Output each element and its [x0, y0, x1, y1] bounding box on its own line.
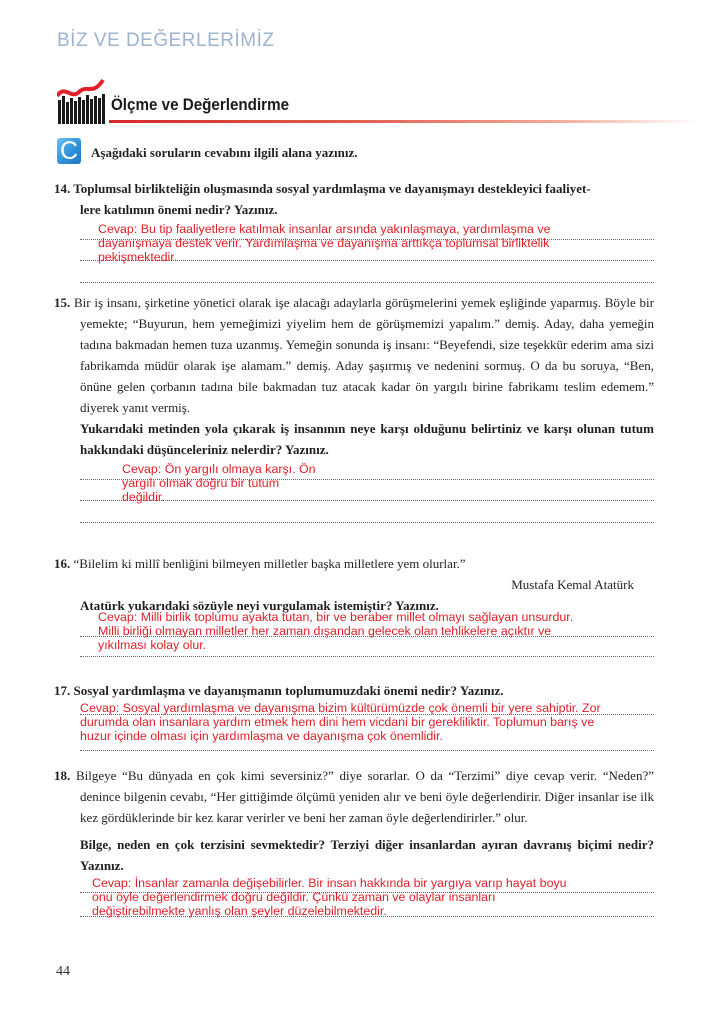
- answer-text: Cevap: Bu tip faaliyetlere katılmak insanlar arsında yakınlaşmaya, yardımlaşma ve dayanışmaya destek verir. Yardımlaşma ve dayanışma arttıkça toplumsal birliktelik pekişmektedir.: [98, 222, 551, 264]
- question-text: Toplumsal birlikteliğin oluşmasında sosyal yardımlaşma ve dayanışmayı destekleyici faaliyet-: [73, 181, 591, 196]
- quote-text: “Bilelim ki millî benliğini bilmeyen milletler başka milletlere yem olurlar.”: [73, 556, 466, 571]
- question-prompt: Sosyal yardımlaşma ve dayanışmanın toplumumuzdaki önemi nedir? Yazınız.: [73, 683, 504, 698]
- answer-area[interactable]: [80, 610, 654, 662]
- question-number: 15.: [54, 295, 71, 310]
- header-rule: [109, 120, 699, 123]
- question-number: 17.: [54, 683, 71, 698]
- section-title: Ölçme ve Değerlendirme: [111, 96, 290, 114]
- answer-area[interactable]: [80, 220, 654, 286]
- section-header: [57, 78, 677, 124]
- page-number: 44: [56, 964, 70, 979]
- answer-text: Cevap: Milli birlik toplumu ayakta tutan, bir ve beraber millet olmayı sağlayan unsurdur. Milli birliği olmayan milletler her zaman dışandan gelecek olan tehlikelere açıktır ve yıkılması kolay olur.: [98, 610, 574, 652]
- answer-text: Cevap: İnsanlar zamanla değişebilirler. Bir insan hakkında bir yargıya varıp hayat boyu onu öyle değerlendirmek doğru değildir. Çünkü zaman ve olaylar insanları değiştirebilmekte yanlış olan şeyler düzelebilmektedir.: [92, 876, 567, 918]
- answer-area[interactable]: [80, 460, 654, 526]
- question-15: [54, 292, 654, 526]
- question-14: [54, 178, 654, 286]
- question-prompt: Atatürk yukarıdaki sözüyle neyi vurgulamak istemiştir? Yazınız.: [80, 598, 439, 613]
- question-text-cont: lere katılımın önemi nedir? Yazınız.: [80, 202, 278, 217]
- answer-area[interactable]: [80, 876, 654, 922]
- question-paragraph: Bilgeye “Bu dünyada en çok kimi seversiniz?” diye sorarlar. O da “Terzimi” diye cevap verir. “Neden?” denince bilgenin cevabı, “Her gittiğimde ölçümü yeniden alır ve beni öyle değerlendirir. Diğer insanlar ise ilk kez gördüklerinde bir kez karar verirler ve beni her zaman öyle değerlendirirler.” olur.: [75, 768, 654, 825]
- question-17: [54, 680, 654, 753]
- question-paragraph: Bir iş insanı, şirketine yönetici olarak işe alacağı adaylarla görüşmelerini yemek eşliğinde yaparmış. Böyle bir yemekte; “Buyurun, hem yemeğimizi yiyelim hem de görüşmemizi yapalım.” demiş. Aday, daha yemeğin tadına bakmadan hemen tuza uzanmış. Yemeğin sonunda iş insanı: “Beyefendi, size teşekkür ederim ama sizi fabrikamda müdür olarak işe alamam.” demiş. Aday şaşırmış ve nedenini sormuş. O da bu soruya, “Ben, önüne gelen çorbanın tadına bile bakmadan tuz atacak kadar ön yargılı birine fabrikamı teslim edemem.” diyerek yanıt vermiş.: [73, 295, 654, 415]
- question-16: [54, 553, 654, 662]
- answer-area[interactable]: [80, 701, 654, 753]
- instruction-text: Aşağıdaki soruların cevabını ilgili alana yazınız.: [91, 145, 358, 160]
- question-prompt: Bilge, neden en çok terzisini sevmektedir? Terziyi diğer insanlardan ayıran davranış biçimi nedir? Yazınız.: [80, 837, 654, 873]
- quote-attribution: Mustafa Kemal Atatürk: [511, 577, 634, 592]
- question-number: 14.: [54, 181, 71, 196]
- answer-text: Cevap: Sosyal yardımlaşma ve dayanışma bizim kültürümüzde çok önemli bir yere sahiptir. Zor durumda olan insanlara yardım etmek hem dini hem vicdani bir gerekliliktir. Toplumun barış ve huzur içinde olması için yardımlaşma ve dayanışma çok önemlidir.: [80, 701, 601, 743]
- bar-chart-logo-icon: [57, 78, 105, 124]
- question-18: [54, 765, 654, 922]
- answer-text: Cevap: Ön yargılı olmaya karşı. Ön yargılı olmak doğru bir tutum değildir.: [122, 462, 316, 504]
- question-prompt: Yukarıdaki metinden yola çıkarak iş insanının neye karşı olduğunu belirtiniz ve karşı olunan tutum hakkındaki düşünceleriniz nelerdir? Yazınız.: [80, 421, 654, 457]
- section-c-icon: C: [57, 138, 81, 164]
- question-number: 18.: [54, 768, 71, 783]
- book-title: BİZ VE DEĞERLERİMİZ: [57, 30, 275, 51]
- question-number: 16.: [54, 556, 71, 571]
